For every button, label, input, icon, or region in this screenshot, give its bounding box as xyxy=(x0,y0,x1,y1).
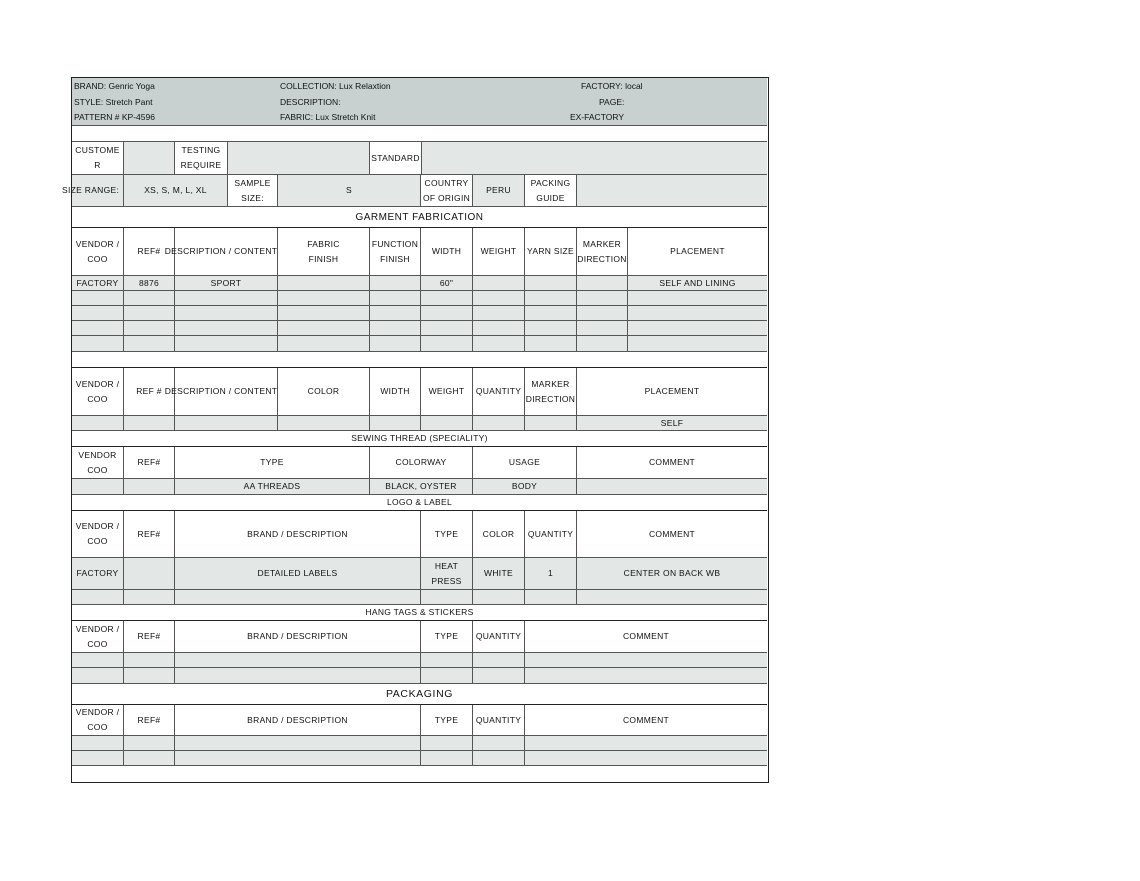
hangtags-row-r0-c0 xyxy=(72,653,124,668)
standard-value xyxy=(422,142,767,175)
garment-row-r1-c2 xyxy=(175,291,278,306)
garment-row-r1-c6 xyxy=(473,291,525,306)
hangtags-header-c1: REF# xyxy=(124,621,175,653)
garment-header-c4: FUNCTION FINISH xyxy=(370,228,421,276)
garment-row-r2-c1 xyxy=(124,306,175,321)
packaging-header-c1: REF# xyxy=(124,705,175,736)
hangtags-header-c0: VENDOR / COO xyxy=(72,621,124,653)
logo-row-r1-c0 xyxy=(72,590,124,605)
logo-row-r1-c6 xyxy=(577,590,767,605)
garment-row-r0-c9: SELF AND LINING xyxy=(628,276,767,291)
garment-row-r2-c5 xyxy=(421,306,473,321)
thread-header-c4: USAGE xyxy=(473,447,577,479)
hangtags-row-r0-c4 xyxy=(473,653,525,668)
logo-row-r0-c6: CENTER ON BACK WB xyxy=(577,558,767,590)
logo-header-c3: TYPE xyxy=(421,511,473,558)
garment-header-c8: MARKER DIRECTION xyxy=(577,228,628,276)
style-field: STYLE: Stretch Pant xyxy=(74,97,153,107)
sample-size-value: S xyxy=(278,175,421,207)
standard-label: STANDARD xyxy=(370,142,422,175)
garment-row-r2-c0 xyxy=(72,306,124,321)
sewing-thread-title: SEWING THREAD (SPECIALITY) xyxy=(72,431,767,447)
size-range-value: XS, S, M, L, XL xyxy=(124,175,228,207)
hangtags-row-r1-c0 xyxy=(72,668,124,684)
garment-row-r1-c8 xyxy=(577,291,628,306)
hangtags-row-r1-c5 xyxy=(525,668,767,684)
garment-row-r4-c2 xyxy=(175,336,278,352)
hangtags-row-r1-c2 xyxy=(175,668,421,684)
thread-header-c5: COMMENT xyxy=(577,447,767,479)
garment-header-c2: DESCRIPTION / CONTENT xyxy=(175,228,278,276)
country-value: PERU xyxy=(473,175,525,207)
testing-value xyxy=(228,142,370,175)
packaging-row-r1-c2 xyxy=(175,751,421,766)
thread-row-r0-c2: AA THREADS xyxy=(175,479,370,495)
logo-header-c0: VENDOR / COO xyxy=(72,511,124,558)
thread-row-r0-c0 xyxy=(72,479,124,495)
logo-row-r1-c4 xyxy=(473,590,525,605)
garment-row-r0-c5: 60" xyxy=(421,276,473,291)
garment-row-r2-c4 xyxy=(370,306,421,321)
hangtags-header-c5: COMMENT xyxy=(525,621,767,653)
thread-header-c2: TYPE xyxy=(175,447,370,479)
garment-row-r1-c5 xyxy=(421,291,473,306)
packaging-row-r0-c4 xyxy=(473,736,525,751)
fabric-field: FABRIC: Lux Stretch Knit xyxy=(280,112,376,122)
trim-row-r0-c3 xyxy=(278,416,370,431)
packaging-title: PACKAGING xyxy=(72,684,767,705)
logo-label-title: LOGO & LABEL xyxy=(72,495,767,511)
garment-row-r3-c8 xyxy=(577,321,628,336)
logo-row-r0-c3: HEAT PRESS xyxy=(421,558,473,590)
trim-row-r0-c5 xyxy=(421,416,473,431)
garment-row-r3-c1 xyxy=(124,321,175,336)
hangtags-row-r0-c5 xyxy=(525,653,767,668)
garment-row-r2-c2 xyxy=(175,306,278,321)
thread-row-r0-c5 xyxy=(577,479,767,495)
thread-header-c3: COLORWAY xyxy=(370,447,473,479)
garment-row-r2-c6 xyxy=(473,306,525,321)
logo-header-c6: COMMENT xyxy=(577,511,767,558)
brand-field: BRAND: Genric Yoga xyxy=(74,81,155,91)
hangtags-header-c4: QUANTITY xyxy=(473,621,525,653)
garment-row-r4-c4 xyxy=(370,336,421,352)
garment-header-c7: YARN SIZE xyxy=(525,228,577,276)
garment-row-r3-c5 xyxy=(421,321,473,336)
garment-row-r4-c0 xyxy=(72,336,124,352)
garment-row-r3-c9 xyxy=(628,321,767,336)
garment-header-c0: VENDOR / COO xyxy=(72,228,124,276)
garment-row-r0-c2: SPORT xyxy=(175,276,278,291)
header-band xyxy=(72,78,767,126)
garment-row-r0-c4 xyxy=(370,276,421,291)
trim-header-c2: DESCRIPTION / CONTENT xyxy=(175,368,278,416)
packaging-row-r1-c5 xyxy=(525,751,767,766)
packing-guide-label: PACKING GUIDE xyxy=(525,175,577,207)
logo-header-c1: REF# xyxy=(124,511,175,558)
spec-sheet xyxy=(62,77,769,783)
logo-header-c4: COLOR xyxy=(473,511,525,558)
garment-fabrication-title: GARMENT FABRICATION xyxy=(72,207,767,228)
packaging-row-r1-c0 xyxy=(72,751,124,766)
description-field: DESCRIPTION: xyxy=(280,97,341,107)
garment-row-r3-c0 xyxy=(72,321,124,336)
trim-header-c1: REF # xyxy=(124,368,175,416)
hangtags-row-r1-c4 xyxy=(473,668,525,684)
testing-label: TESTING REQUIRE xyxy=(175,142,228,175)
trim-row-r0-c2 xyxy=(175,416,278,431)
trim-row-r0-c6 xyxy=(473,416,525,431)
size-range-label: SIZE RANGE: xyxy=(72,175,124,207)
garment-row-r3-c3 xyxy=(278,321,370,336)
trim-header-c7: MARKER DIRECTION xyxy=(525,368,577,416)
garment-row-r1-c7 xyxy=(525,291,577,306)
trim-row-r0-c7 xyxy=(525,416,577,431)
hangtags-row-r1-c1 xyxy=(124,668,175,684)
garment-row-r2-c9 xyxy=(628,306,767,321)
garment-row-r3-c6 xyxy=(473,321,525,336)
garment-row-r0-c1: 8876 xyxy=(124,276,175,291)
sample-size-label: SAMPLE SIZE: xyxy=(228,175,278,207)
logo-row-r0-c4: WHITE xyxy=(473,558,525,590)
trim-header-c4: WIDTH xyxy=(370,368,421,416)
garment-row-r4-c7 xyxy=(525,336,577,352)
thread-row-r0-c1 xyxy=(124,479,175,495)
garment-row-r4-c8 xyxy=(577,336,628,352)
trim-header-c8: PLACEMENT xyxy=(577,368,767,416)
garment-row-r3-c7 xyxy=(525,321,577,336)
logo-row-r0-c5: 1 xyxy=(525,558,577,590)
trim-header-c3: COLOR xyxy=(278,368,370,416)
logo-row-r1-c5 xyxy=(525,590,577,605)
trim-header-c6: QUANTITY xyxy=(473,368,525,416)
garment-row-r3-c2 xyxy=(175,321,278,336)
logo-row-r0-c2: DETAILED LABELS xyxy=(175,558,421,590)
trim-row-r0-c1 xyxy=(124,416,175,431)
garment-header-c6: WEIGHT xyxy=(473,228,525,276)
thread-header-c1: REF# xyxy=(124,447,175,479)
hangtags-header-c3: TYPE xyxy=(421,621,473,653)
packing-guide-value xyxy=(577,175,767,207)
hangtags-row-r1-c3 xyxy=(421,668,473,684)
spacer-row xyxy=(72,352,767,368)
packaging-row-r1-c3 xyxy=(421,751,473,766)
garment-row-r0-c7 xyxy=(525,276,577,291)
factory-field: FACTORY: local xyxy=(581,81,643,91)
garment-row-r4-c3 xyxy=(278,336,370,352)
thread-header-c0: VENDOR COO xyxy=(72,447,124,479)
customer-label: CUSTOME R xyxy=(72,142,124,175)
packaging-row-r0-c3 xyxy=(421,736,473,751)
garment-row-r1-c1 xyxy=(124,291,175,306)
hangtags-header-c2: BRAND / DESCRIPTION xyxy=(175,621,421,653)
trim-header-c5: WEIGHT xyxy=(421,368,473,416)
thread-row-r0-c3: BLACK, OYSTER xyxy=(370,479,473,495)
garment-row-r2-c3 xyxy=(278,306,370,321)
garment-header-c9: PLACEMENT xyxy=(628,228,767,276)
trim-row-r0-c0 xyxy=(72,416,124,431)
garment-row-r0-c0: FACTORY xyxy=(72,276,124,291)
thread-row-r0-c4: BODY xyxy=(473,479,577,495)
packaging-row-r1-c1 xyxy=(124,751,175,766)
packaging-row-r0-c1 xyxy=(124,736,175,751)
hang-tags-title: HANG TAGS & STICKERS xyxy=(72,605,767,621)
collection-field: COLLECTION: Lux Relaxtion xyxy=(280,81,391,91)
pattern-field: PATTERN # KP-4596 xyxy=(74,112,155,122)
packaging-row-r0-c2 xyxy=(175,736,421,751)
packaging-header-c0: VENDOR / COO xyxy=(72,705,124,736)
logo-row-r1-c2 xyxy=(175,590,421,605)
garment-row-r4-c1 xyxy=(124,336,175,352)
garment-row-r0-c8 xyxy=(577,276,628,291)
packaging-row-r0-c0 xyxy=(72,736,124,751)
garment-row-r0-c6 xyxy=(473,276,525,291)
garment-header-c1: REF# xyxy=(124,228,175,276)
customer-value xyxy=(124,142,175,175)
footer-row xyxy=(72,766,767,782)
logo-row-r1-c1 xyxy=(124,590,175,605)
garment-header-c3: FABRIC FINISH xyxy=(278,228,370,276)
garment-row-r1-c3 xyxy=(278,291,370,306)
trim-header-c0: VENDOR / COO xyxy=(72,368,124,416)
logo-header-c2: BRAND / DESCRIPTION xyxy=(175,511,421,558)
trim-row-r0-c4 xyxy=(370,416,421,431)
garment-row-r1-c0 xyxy=(72,291,124,306)
logo-row-r1-c3 xyxy=(421,590,473,605)
ex-factory-field: EX-FACTORY xyxy=(570,112,625,122)
garment-row-r4-c9 xyxy=(628,336,767,352)
packaging-header-c2: BRAND / DESCRIPTION xyxy=(175,705,421,736)
country-label: COUNTRY OF ORIGIN xyxy=(421,175,473,207)
packaging-header-c5: COMMENT xyxy=(525,705,767,736)
garment-row-r1-c4 xyxy=(370,291,421,306)
garment-row-r4-c5 xyxy=(421,336,473,352)
hangtags-row-r0-c2 xyxy=(175,653,421,668)
trim-row-r0-c8: SELF xyxy=(577,416,767,431)
packaging-header-c4: QUANTITY xyxy=(473,705,525,736)
logo-row-r0-c1 xyxy=(124,558,175,590)
spacer-row xyxy=(72,125,767,142)
garment-row-r1-c9 xyxy=(628,291,767,306)
garment-header-c5: WIDTH xyxy=(421,228,473,276)
page-field: PAGE: xyxy=(599,97,625,107)
garment-row-r2-c8 xyxy=(577,306,628,321)
garment-row-r0-c3 xyxy=(278,276,370,291)
hangtags-row-r0-c3 xyxy=(421,653,473,668)
packaging-row-r1-c4 xyxy=(473,751,525,766)
garment-row-r2-c7 xyxy=(525,306,577,321)
hangtags-row-r0-c1 xyxy=(124,653,175,668)
packaging-header-c3: TYPE xyxy=(421,705,473,736)
logo-header-c5: QUANTITY xyxy=(525,511,577,558)
logo-row-r0-c0: FACTORY xyxy=(72,558,124,590)
garment-row-r3-c4 xyxy=(370,321,421,336)
garment-row-r4-c6 xyxy=(473,336,525,352)
packaging-row-r0-c5 xyxy=(525,736,767,751)
